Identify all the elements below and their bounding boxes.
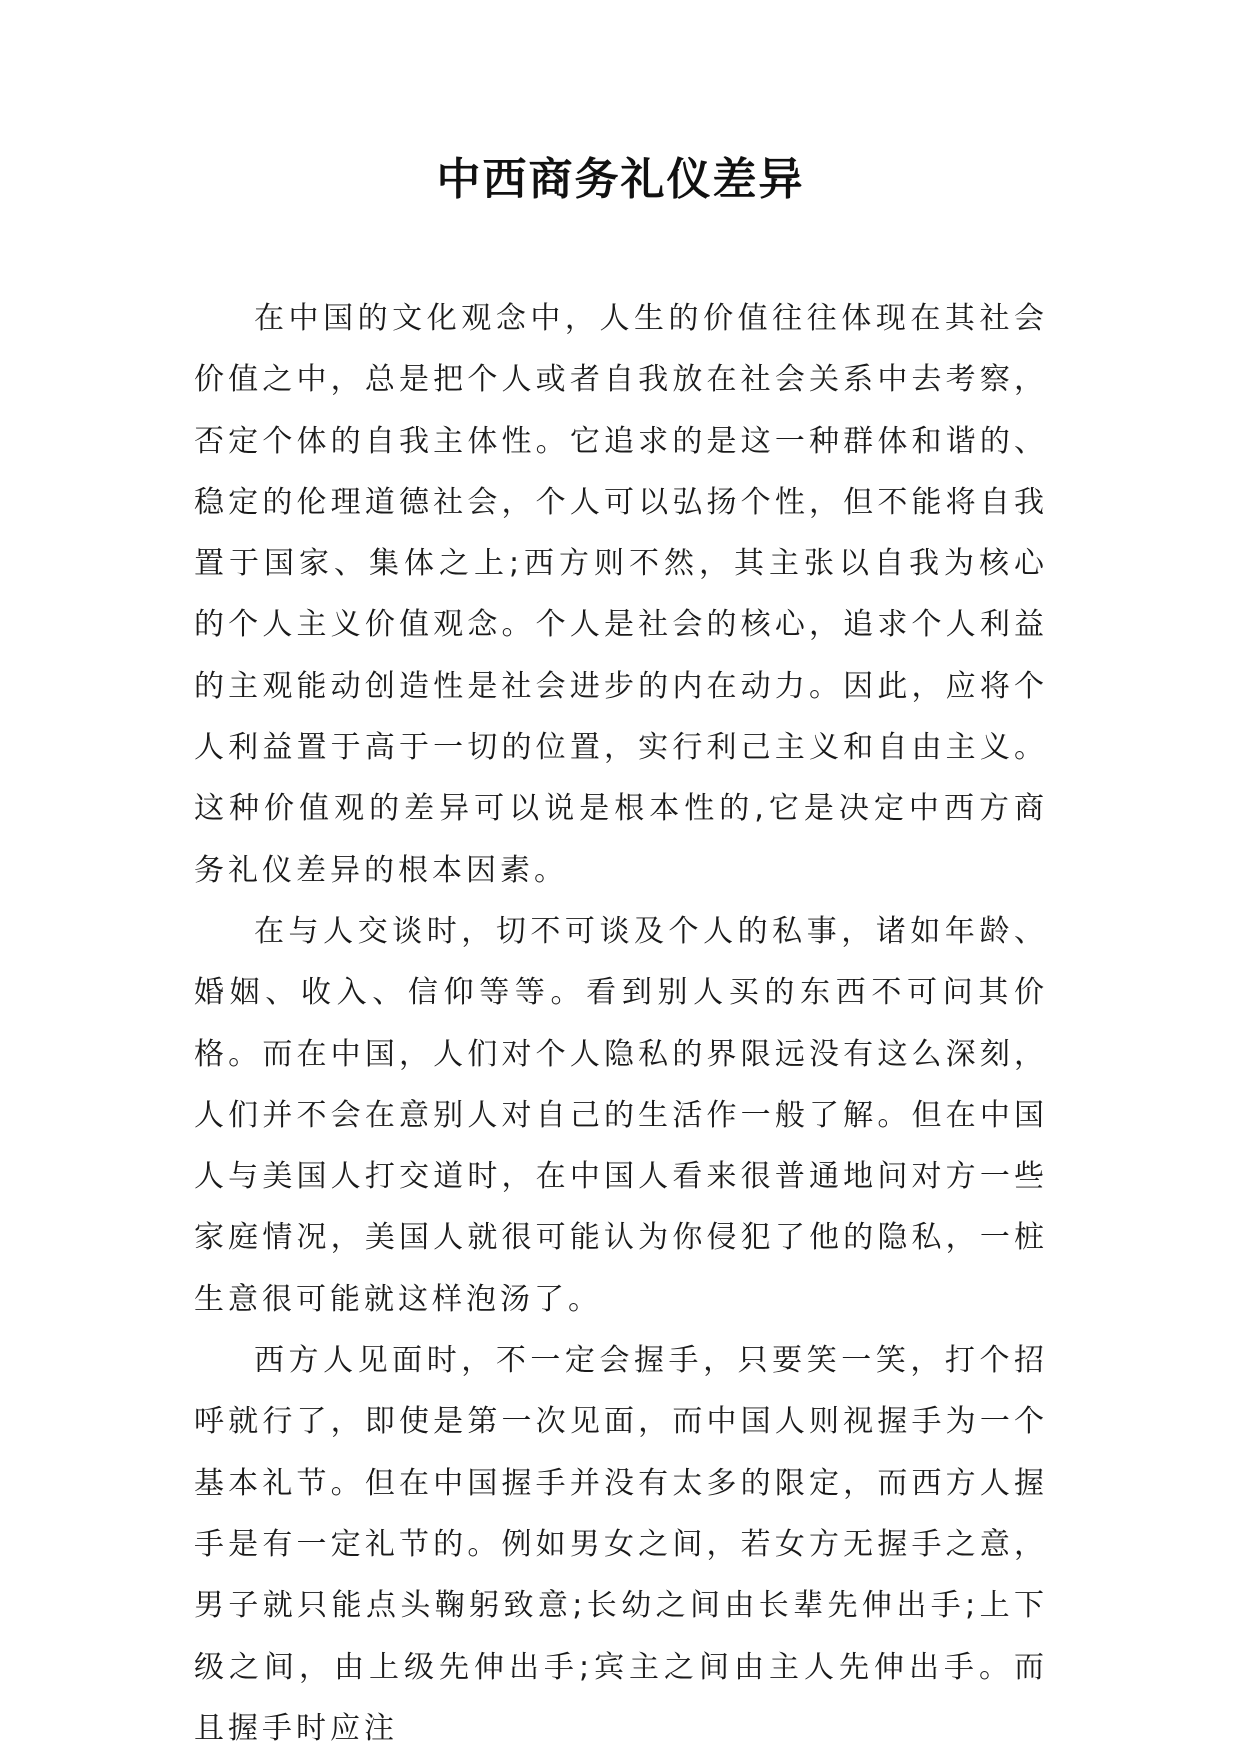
document-title: 中西商务礼仪差异 (436, 154, 805, 205)
document-body (194, 288, 1048, 1759)
paragraph-1: 在中国的文化观念中，人生的价值往往体现在其社会价值之中，总是把个人或者自我放在社会关系中去考察，否定个体的自我主体性。它追求的是这一种群体和谐的、稳定的伦理道德社会，个人可以弘扬个性，但不能将自我置于国家、集体之上;西方则不然，其主张以自我为核心的个人主义价值观念。个人是社会的核心，追求个人利益的主观能动创造性是社会进步的内在动力。因此，应将个人利益置于高于一切的位置，实行利己主义和自由主义。这种价值观的差异可以说是根本性的,它是决定中西方商务礼仪差异的根本因素。 (194, 301, 1048, 888)
paragraph-3: 西方人见面时，不一定会握手，只要笑一笑，打个招呼就行了，即使是第一次见面，而中国人则视握手为一个基本礼节。但在中国握手并没有太多的限定，而西方人握手是有一定礼节的。例如男女之间，若女方无握手之意，男子就只能点头鞠躬致意;长幼之间由长辈先伸出手;上下级之间，由上级先伸出手;宾主之间由主人先伸出手。而且握手时应注 (194, 1343, 1048, 1746)
paragraph-2: 在与人交谈时，切不可谈及个人的私事，诸如年龄、婚姻、收入、信仰等等。看到别人买的东西不可问其价格。而在中国，人们对个人隐私的界限远没有这么深刻，人们并不会在意别人对自己的生活作一般了解。但在中国人与美国人打交道时，在中国人看来很普通地问对方一些家庭情况，美国人就很可能认为你侵犯了他的隐私，一桩生意很可能就这样泡汤了。 (194, 913, 1048, 1317)
